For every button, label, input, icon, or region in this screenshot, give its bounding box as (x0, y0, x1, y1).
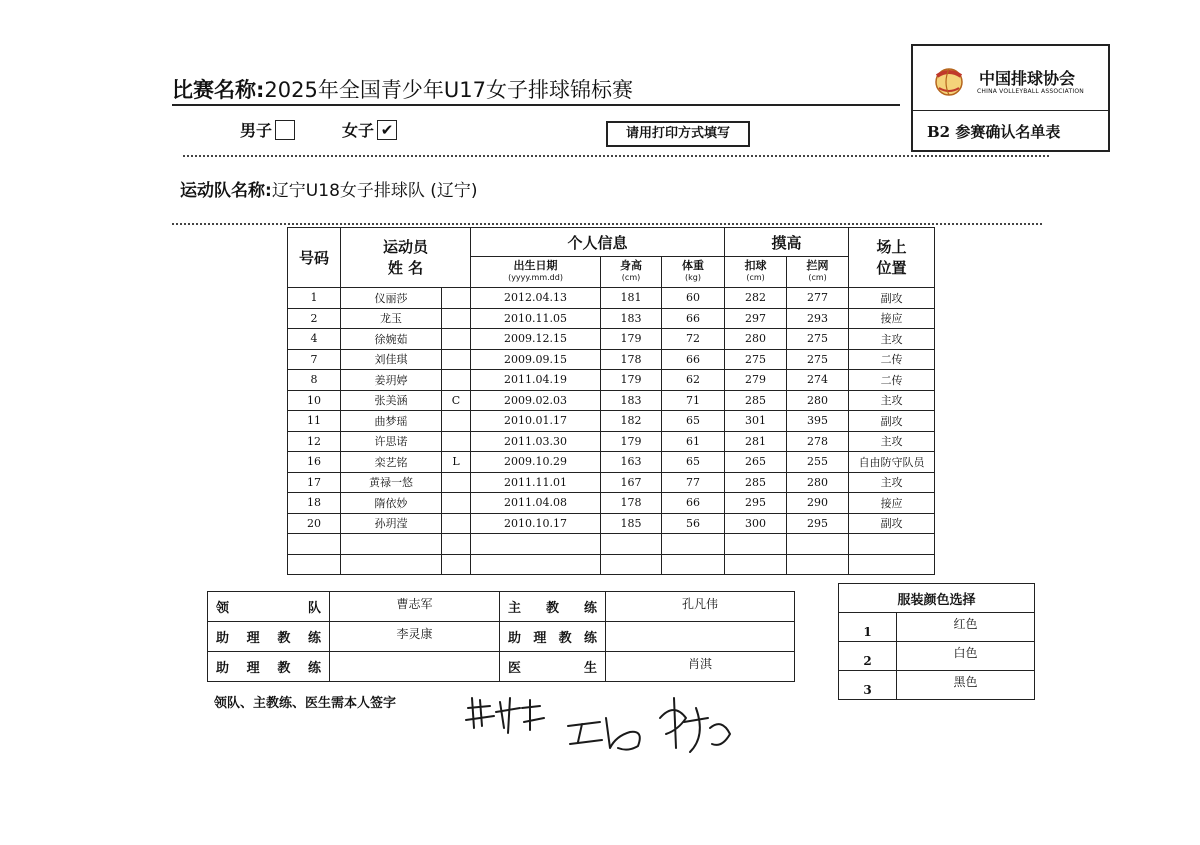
player-number[interactable]: 10 (288, 390, 341, 411)
player-spike-reach[interactable] (725, 554, 787, 575)
player-weight[interactable]: 72 (662, 329, 725, 350)
player-position[interactable]: 副攻 (849, 288, 935, 309)
table-row (288, 472, 935, 493)
player-weight[interactable] (662, 554, 725, 575)
player-block-reach[interactable]: 280 (787, 390, 849, 411)
player-name[interactable]: 隋依妙 (341, 493, 442, 514)
female-label: 女子 (342, 121, 375, 140)
player-weight[interactable]: 56 (662, 513, 725, 534)
player-height[interactable]: 163 (601, 452, 662, 473)
player-position[interactable] (849, 534, 935, 555)
uniform-option-color[interactable]: 红色 (897, 613, 1035, 642)
table-row (288, 513, 935, 534)
player-role-mark[interactable] (442, 288, 471, 309)
player-name[interactable]: 黄禄一悠 (341, 472, 442, 493)
leader-value[interactable]: 曹志军 (330, 592, 500, 622)
roster-table (287, 227, 935, 575)
table-row (288, 431, 935, 452)
player-spike-reach[interactable]: 300 (725, 513, 787, 534)
player-position[interactable] (849, 554, 935, 575)
player-birth-date[interactable]: 2010.01.17 (471, 411, 601, 432)
player-spike-reach[interactable]: 297 (725, 308, 787, 329)
player-position[interactable]: 二传 (849, 370, 935, 391)
player-name[interactable]: 徐婉茹 (341, 329, 442, 350)
col-spike-header: 扣球 (cm) (725, 257, 787, 288)
player-weight[interactable] (662, 534, 725, 555)
player-weight[interactable]: 71 (662, 390, 725, 411)
player-role-mark[interactable] (442, 370, 471, 391)
team-name: 辽宁U18女子排球队 (辽宁) (271, 181, 478, 201)
player-position[interactable]: 接应 (849, 493, 935, 514)
player-number[interactable]: 12 (288, 431, 341, 452)
player-spike-reach[interactable]: 281 (725, 431, 787, 452)
player-block-reach[interactable]: 278 (787, 431, 849, 452)
table-row (288, 370, 935, 391)
col-position-header-2: 位置 (849, 257, 935, 288)
player-height[interactable]: 167 (601, 472, 662, 493)
player-spike-reach[interactable]: 265 (725, 452, 787, 473)
doctor-value[interactable]: 肖淇 (606, 652, 795, 682)
player-position[interactable]: 主攻 (849, 329, 935, 350)
player-block-reach[interactable]: 255 (787, 452, 849, 473)
player-name[interactable]: 龙玉 (341, 308, 442, 329)
association-logo-box (911, 44, 1110, 152)
player-birth-date[interactable]: 2011.04.08 (471, 493, 601, 514)
player-block-reach[interactable]: 277 (787, 288, 849, 309)
table-row (288, 329, 935, 350)
team-label: 运动队名称: (180, 181, 272, 201)
player-block-reach[interactable]: 275 (787, 349, 849, 370)
player-weight[interactable]: 65 (662, 452, 725, 473)
player-spike-reach[interactable]: 280 (725, 329, 787, 350)
player-spike-reach[interactable]: 275 (725, 349, 787, 370)
player-role-mark[interactable] (442, 308, 471, 329)
player-position[interactable]: 接应 (849, 308, 935, 329)
doctor-label: 医 生 (500, 652, 606, 682)
player-block-reach[interactable]: 275 (787, 329, 849, 350)
player-height[interactable]: 178 (601, 493, 662, 514)
player-name[interactable]: 栾艺铭 (341, 452, 442, 473)
player-height[interactable]: 179 (601, 431, 662, 452)
association-name-cn: 中国排球协会 (979, 69, 1076, 88)
player-role-mark[interactable] (442, 472, 471, 493)
col-number-header: 号码 (288, 228, 341, 288)
player-name[interactable]: 张美涵 (341, 390, 442, 411)
player-spike-reach[interactable]: 301 (725, 411, 787, 432)
player-height[interactable]: 178 (601, 349, 662, 370)
uniform-option-color[interactable]: 黑色 (897, 671, 1035, 700)
player-birth-date[interactable]: 2009.02.03 (471, 390, 601, 411)
player-weight[interactable]: 66 (662, 349, 725, 370)
head-coach-label: 主 教 练 (500, 592, 606, 622)
player-birth-date[interactable]: 2011.04.19 (471, 370, 601, 391)
table-row (288, 308, 935, 329)
player-name[interactable]: 曲梦瑶 (341, 411, 442, 432)
player-position[interactable]: 副攻 (849, 411, 935, 432)
player-number[interactable] (288, 554, 341, 575)
female-option[interactable] (342, 118, 397, 141)
player-birth-date[interactable]: 2011.03.30 (471, 431, 601, 452)
player-height[interactable]: 183 (601, 390, 662, 411)
table-row (288, 493, 935, 514)
player-position[interactable]: 主攻 (849, 431, 935, 452)
player-birth-date[interactable]: 2009.12.15 (471, 329, 601, 350)
player-number[interactable]: 17 (288, 472, 341, 493)
player-height[interactable]: 185 (601, 513, 662, 534)
assistant-coach-value[interactable]: 李灵康 (330, 622, 500, 652)
uniform-option-number: 3 (839, 671, 897, 700)
player-weight[interactable]: 65 (662, 411, 725, 432)
player-spike-reach[interactable]: 295 (725, 493, 787, 514)
player-name[interactable]: 仪丽莎 (341, 288, 442, 309)
player-height[interactable]: 179 (601, 329, 662, 350)
player-height[interactable] (601, 554, 662, 575)
male-label: 男子 (240, 121, 273, 140)
player-number[interactable]: 8 (288, 370, 341, 391)
player-number[interactable]: 1 (288, 288, 341, 309)
player-block-reach[interactable]: 280 (787, 472, 849, 493)
col-position-header-1: 场上 (849, 228, 935, 257)
player-number[interactable]: 11 (288, 411, 341, 432)
assistant-coach-label: 助 理 教 练 (208, 652, 330, 682)
assistant-coach-value[interactable] (606, 622, 795, 652)
col-block-header: 拦网 (cm) (787, 257, 849, 288)
player-position[interactable]: 主攻 (849, 472, 935, 493)
player-weight[interactable]: 62 (662, 370, 725, 391)
player-number[interactable] (288, 534, 341, 555)
player-position[interactable]: 副攻 (849, 513, 935, 534)
col-height-header: 身高 (cm) (601, 257, 662, 288)
player-birth-date[interactable]: 2010.10.17 (471, 513, 601, 534)
player-birth-date[interactable] (471, 554, 601, 575)
signature-note: 领队、主教练、医生需本人签字 (214, 696, 397, 711)
player-block-reach[interactable]: 274 (787, 370, 849, 391)
player-role-mark[interactable]: L (442, 452, 471, 473)
male-checkbox[interactable] (275, 120, 295, 140)
player-weight[interactable]: 60 (662, 288, 725, 309)
player-role-mark[interactable] (442, 329, 471, 350)
player-role-mark[interactable] (442, 554, 471, 575)
player-position[interactable]: 自由防守队员 (849, 452, 935, 473)
table-row (288, 534, 935, 555)
uniform-color-title: 服装颜色选择 (839, 584, 1035, 613)
logo-area (913, 46, 1108, 111)
player-birth-date[interactable]: 2011.11.01 (471, 472, 601, 493)
player-number[interactable]: 20 (288, 513, 341, 534)
player-weight[interactable]: 66 (662, 493, 725, 514)
player-name[interactable] (341, 554, 442, 575)
player-height[interactable]: 181 (601, 288, 662, 309)
player-block-reach[interactable]: 290 (787, 493, 849, 514)
col-athlete-header: 运动员 (341, 228, 471, 257)
col-name-header: 姓 名 (341, 257, 471, 288)
player-height[interactable]: 179 (601, 370, 662, 391)
player-block-reach[interactable]: 293 (787, 308, 849, 329)
player-height[interactable] (601, 534, 662, 555)
player-block-reach[interactable]: 295 (787, 513, 849, 534)
dotted-divider (172, 223, 1042, 225)
print-instruction: 请用打印方式填写 (606, 121, 750, 147)
assistant-coach-label: 助 理 教 练 (208, 622, 330, 652)
player-role-mark[interactable] (442, 431, 471, 452)
male-option[interactable] (240, 118, 295, 141)
handwritten-signatures (460, 678, 760, 758)
player-height[interactable]: 183 (601, 308, 662, 329)
col-weight-header: 体重 (kg) (662, 257, 725, 288)
player-spike-reach[interactable] (725, 534, 787, 555)
competition-underline (172, 104, 900, 106)
player-block-reach[interactable]: 395 (787, 411, 849, 432)
player-position[interactable]: 二传 (849, 349, 935, 370)
player-name[interactable]: 许思诺 (341, 431, 442, 452)
form-title: B2 参赛确认名单表 (927, 123, 1061, 141)
female-checkbox[interactable]: ✔ (377, 120, 397, 140)
player-number[interactable]: 2 (288, 308, 341, 329)
player-role-mark[interactable]: C (442, 390, 471, 411)
player-birth-date[interactable]: 2009.10.29 (471, 452, 601, 473)
col-birth-header: 出生日期 (yyyy.mm.dd) (471, 257, 601, 288)
player-position[interactable]: 主攻 (849, 390, 935, 411)
volleyball-logo-icon (929, 64, 969, 98)
player-block-reach[interactable] (787, 554, 849, 575)
player-spike-reach[interactable]: 282 (725, 288, 787, 309)
uniform-option-number: 1 (839, 613, 897, 642)
player-weight[interactable]: 77 (662, 472, 725, 493)
player-weight[interactable]: 61 (662, 431, 725, 452)
player-birth-date[interactable]: 2009.09.15 (471, 349, 601, 370)
competition-name: 2025年全国青少年U17女子排球锦标赛 (264, 78, 633, 102)
player-role-mark[interactable] (442, 513, 471, 534)
player-birth-date[interactable] (471, 534, 601, 555)
table-row (288, 554, 935, 575)
competition-label: 比赛名称: (172, 78, 265, 102)
player-spike-reach[interactable]: 279 (725, 370, 787, 391)
player-spike-reach[interactable]: 285 (725, 390, 787, 411)
player-birth-date[interactable]: 2010.11.05 (471, 308, 601, 329)
uniform-option-color[interactable]: 白色 (897, 642, 1035, 671)
player-spike-reach[interactable]: 285 (725, 472, 787, 493)
staff-table (207, 591, 795, 682)
player-height[interactable]: 182 (601, 411, 662, 432)
player-name[interactable]: 孙玥滢 (341, 513, 442, 534)
player-name[interactable] (341, 534, 442, 555)
association-name-en: CHINA VOLLEYBALL ASSOCIATION (977, 88, 1084, 95)
player-birth-date[interactable]: 2012.04.13 (471, 288, 601, 309)
head-coach-value[interactable]: 孔凡伟 (606, 592, 795, 622)
table-row (288, 390, 935, 411)
player-role-mark[interactable] (442, 493, 471, 514)
leader-label: 领 队 (208, 592, 330, 622)
player-name[interactable]: 刘佳琪 (341, 349, 442, 370)
player-role-mark[interactable] (442, 534, 471, 555)
player-name[interactable]: 姜玥婷 (341, 370, 442, 391)
col-reach-header: 摸高 (725, 228, 849, 257)
player-role-mark[interactable] (442, 411, 471, 432)
player-number[interactable]: 4 (288, 329, 341, 350)
table-row (288, 288, 935, 309)
assistant-coach-label: 助 理 教 练 (500, 622, 606, 652)
player-weight[interactable]: 66 (662, 308, 725, 329)
table-row (288, 452, 935, 473)
player-number[interactable]: 7 (288, 349, 341, 370)
col-personal-info-header: 个人信息 (471, 228, 725, 257)
team-line (180, 176, 478, 201)
player-role-mark[interactable] (442, 349, 471, 370)
uniform-option-number: 2 (839, 642, 897, 671)
competition-line (172, 74, 633, 104)
table-row (288, 411, 935, 432)
player-block-reach[interactable] (787, 534, 849, 555)
dotted-divider (183, 155, 1049, 157)
table-row (288, 349, 935, 370)
uniform-color-table (838, 583, 1035, 700)
player-number[interactable]: 18 (288, 493, 341, 514)
player-number[interactable]: 16 (288, 452, 341, 473)
assistant-coach-value[interactable] (330, 652, 500, 682)
